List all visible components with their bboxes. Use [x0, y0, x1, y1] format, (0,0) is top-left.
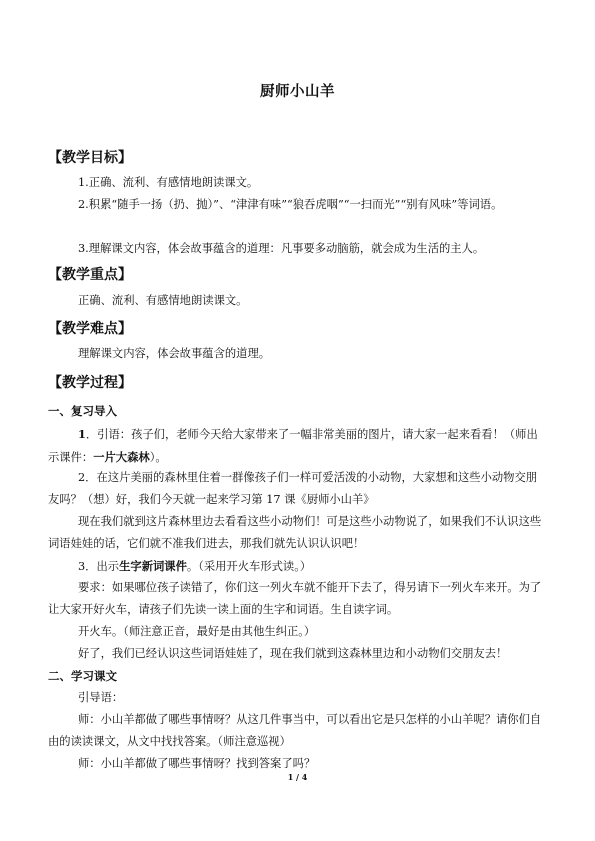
- process-heading: 【教学过程】: [48, 375, 132, 391]
- review-paragraph-1: [48, 423, 548, 469]
- review-paragraph-1-end: ）。: [149, 451, 167, 464]
- review-paragraph-7: 好了，我们已经认识这些词语娃娃了，现在我们就到这森林里边和小动物们交朋友去！: [78, 647, 508, 660]
- review-paragraph-4: [48, 555, 548, 578]
- review-paragraph-4-end: 。（采用开火车形式读。）: [186, 560, 312, 573]
- review-paragraph-5: 要求：如果哪位孩子读错了，你们这一列火车就不能开下去了，得另请下一列火车来开。为了让大家开好火车，请孩子们先读一读上面的生字和词语。生自读字词。: [48, 581, 542, 616]
- page-title: 厨师小山羊: [260, 83, 335, 100]
- review-paragraph-2: 2．在这片美丽的森林里住着一群像孩子们一样可爱活泼的小动物，大家想和这些小动物交朋友吗？（想）好，我们今天就一起来学习第 17 课《厨师小山羊》: [48, 471, 538, 506]
- study-paragraph-3: 师：小山羊都做了哪些事情呀？找到答案了吗？: [78, 757, 316, 770]
- goals-heading: 【教学目标】: [48, 150, 132, 166]
- goal-item-2: 2.积累“随手一扬（扔、抛）”、“津津有味”“狼吞虎咽”“一扫而光”“别有风味”等词语。: [78, 198, 503, 211]
- review-paragraph-3: 现在我们就到这片森林里边去看看这些小动物们！可是这些小动物说了，如果我们不认识这些词语娃娃的话，它们就不准我们进去，那我们就先认识认识吧！: [48, 515, 542, 550]
- study-paragraph-2: 师：小山羊都做了哪些事情呀？从这几件事当中，可以看出它是只怎样的小山羊呢？请你们自由的读读课文，从文中找找答案。（师注意巡视）: [48, 713, 542, 748]
- review-paragraph-4-start: 3．出示: [78, 560, 120, 573]
- key-points-heading: 【教学重点】: [48, 267, 132, 283]
- difficulties-text: 理解课文内容，体会故事蕴含的道理。: [78, 347, 271, 360]
- goal-item-1: 1.正确、流利、有感情地朗读课文。: [78, 176, 259, 189]
- key-points-text: 正确、流利、有感情地朗读课文。: [78, 294, 248, 307]
- review-paragraph-1-bold: 一片大森林: [93, 450, 150, 464]
- study-paragraph-1: 引导语：: [78, 691, 124, 704]
- review-paragraph-1-number: 1: [78, 427, 86, 441]
- page-number: 1 / 4: [287, 772, 308, 782]
- review-paragraph-1-text: ．引语：孩子们，老师今天给大家带来了一幅非常美丽的图片，请大家一起来看看！（师出示课件：: [48, 428, 538, 464]
- goal-item-3: 3.理解课文内容，体会故事蕴含的道理：凡事要多动脑筋，就会成为生活的主人。: [78, 242, 485, 255]
- review-paragraph-4-bold: 生字新词课件: [119, 559, 187, 573]
- section-study-heading: 二、学习课文: [48, 669, 117, 683]
- section-review-heading: 一、复习导入: [48, 404, 117, 418]
- difficulties-heading: 【教学难点】: [48, 321, 132, 337]
- review-paragraph-6: 开火车。（师注意正音，最好是由其他生纠正。）: [78, 625, 316, 638]
